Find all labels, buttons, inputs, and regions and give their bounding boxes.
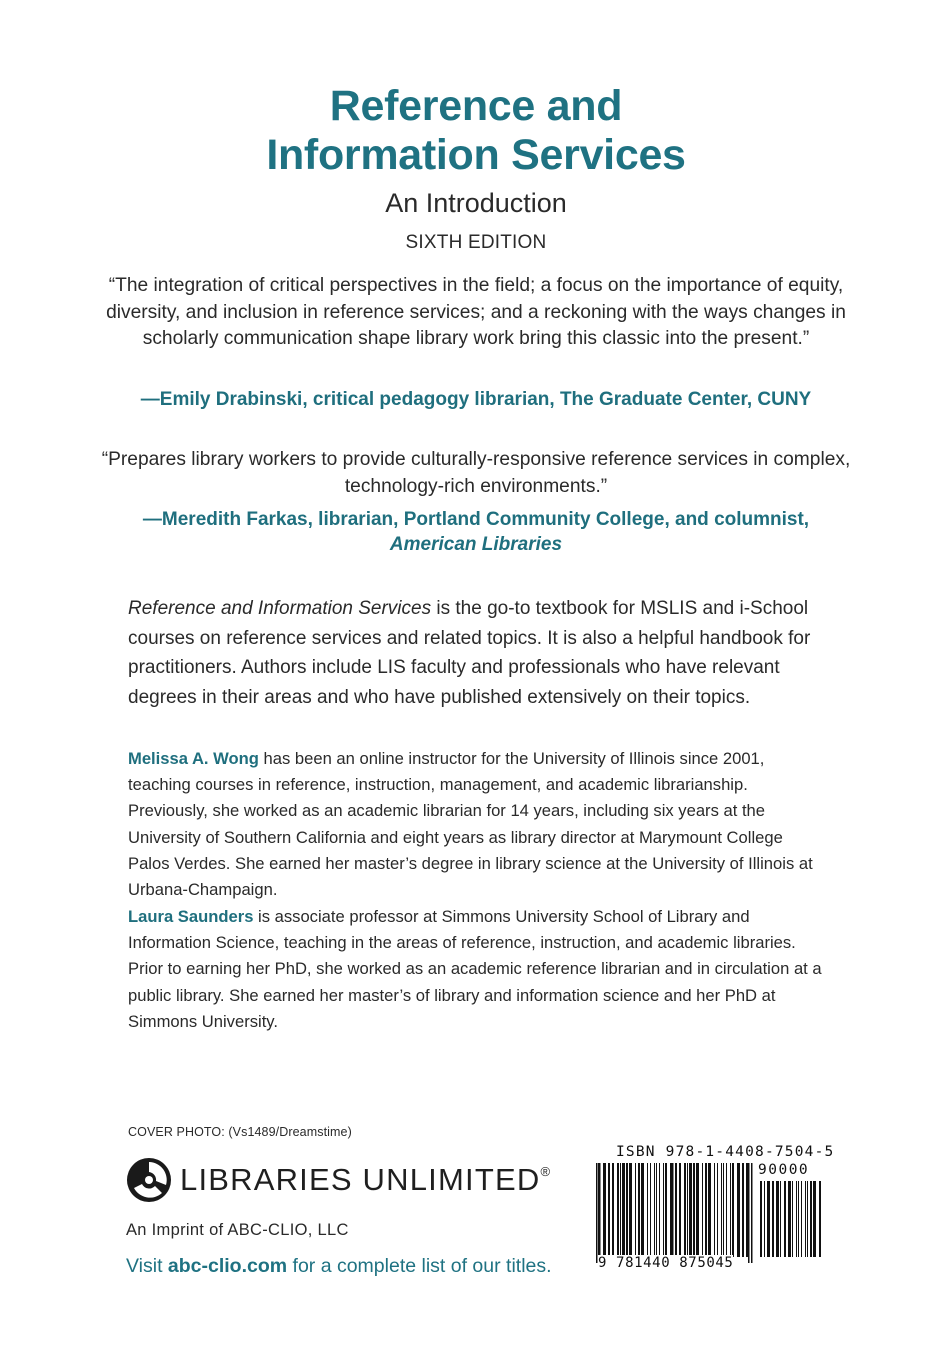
registered-mark: ® [540, 1164, 552, 1179]
ean-number: 9 781440 875045 [598, 1255, 734, 1271]
description-title: Reference and Information Services [128, 598, 432, 619]
quote-2: “Prepares library workers to provide culturally-responsive reference services in complex, technology-rich environments.” [101, 449, 851, 497]
quote-2-publication: American Libraries [389, 534, 563, 555]
author-bio-text-2: is associate professor at Simmons University School of Library and Information Science, teaching in the areas of reference, instruction, and academic libraries. Prior to earning her PhD, she worked as an academic reference librarian and in circulation at a public library. She earned her master’s of library and information science and her PhD at Simmons University. [128, 907, 822, 1031]
publisher-logo [126, 1155, 551, 1205]
price-code: 90000 [758, 1162, 810, 1178]
edition-label: SIXTH EDITION [405, 232, 547, 253]
author-bio-text-1: has been an online instructor for the University of Illinois since 2001, teaching courses in reference, instruction, management, and academic librarianship. Previously, she worked as an academic librarian for 14 years, including six years at the University of Southern California and eight years as library director at Marymount College Palos Verdes. She earned her master’s degree in library science at the University of Illinois at Urbana-Champaign. [128, 749, 813, 900]
publisher-name: LIBRARIES UNLIMITED® [180, 1162, 552, 1197]
visit-line: Visit abc-clio.com for a complete list of our titles. [126, 1255, 552, 1277]
quote-2-attribution-text: —Meredith Farkas, librarian, Portland Community College, and columnist, [142, 509, 810, 530]
description-text: is the go-to textbook for MSLIS and i-School courses on reference services and related topics. It is also a helpful handbook for practitioners. Authors include LIS faculty and professionals who have relevant degrees in their areas and who have published extensively on their topics. [128, 598, 811, 708]
book-title [0, 82, 952, 180]
author-bio-1 [128, 746, 828, 903]
quote-1: “The integration of critical perspectives in the field; a focus on the importance of equity, diversity, and inclusion in reference services; and a reckoning with the ways changes in scholarly communication shape library work bring this classic into the present.” [106, 275, 846, 349]
website-link[interactable]: abc-clio.com [167, 1255, 288, 1277]
book-description [128, 594, 828, 712]
book-title-line-2: Information Services [266, 131, 686, 179]
isbn-text: ISBN 978-1-4408-7504-5 [616, 1144, 835, 1160]
cover-photo-credit: COVER PHOTO: (Vs1489/Dreamstime) [128, 1125, 352, 1139]
author-name-1: Melissa A. Wong [128, 749, 259, 768]
quote-1-attribution: —Emily Drabinski, critical pedagogy librarian, The Graduate Center, CUNY [140, 389, 812, 410]
book-title-line-1: Reference and [329, 82, 623, 130]
imprint-line: An Imprint of ABC-CLIO, LLC [126, 1221, 349, 1239]
quote-2-attribution [40, 507, 912, 557]
author-name-2: Laura Saunders [128, 907, 254, 926]
author-bio-2 [128, 904, 828, 1035]
book-subtitle: An Introduction [385, 188, 567, 218]
libraries-unlimited-logo-icon [126, 1157, 172, 1203]
